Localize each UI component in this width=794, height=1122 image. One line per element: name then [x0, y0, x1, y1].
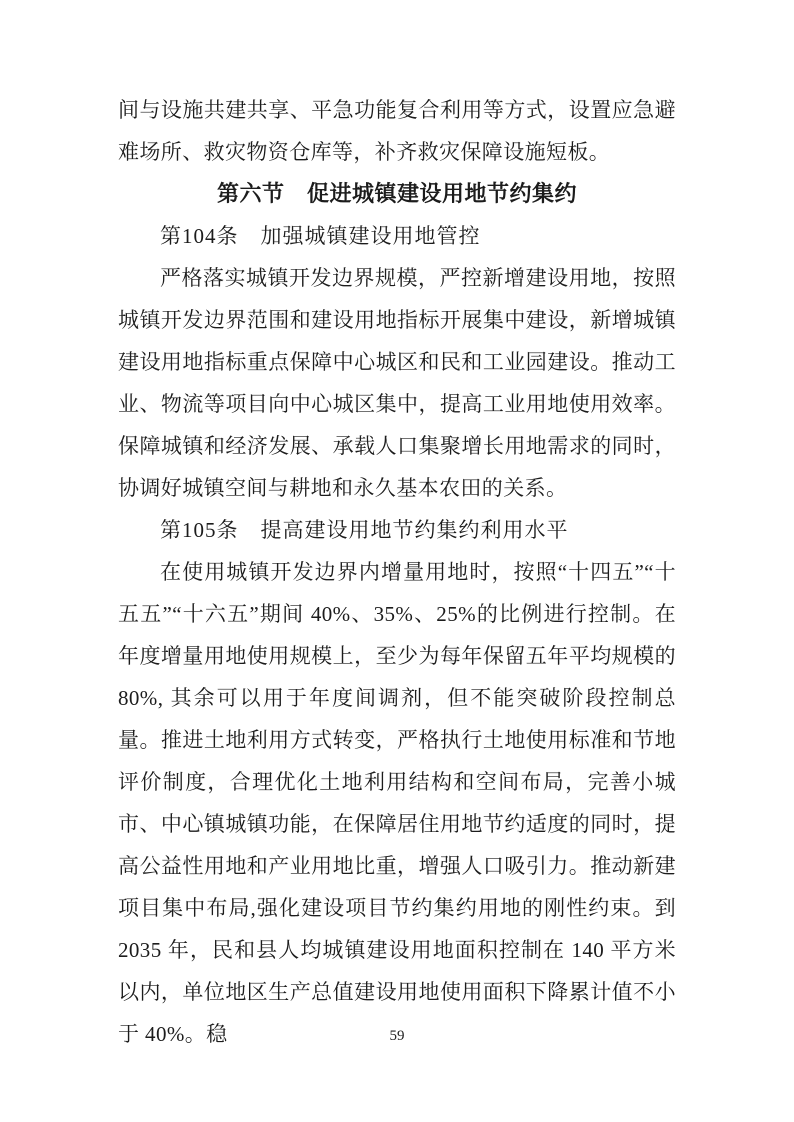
- continued-paragraph: 间与设施共建共享、平急功能复合利用等方式，设置应急避难场所、救灾物资仓库等，补齐救灾保障设施短板。: [118, 98, 676, 164]
- article-105-heading: 第105条 提高建设用地节约集约利用水平: [160, 518, 569, 542]
- section-heading: 第六节 促进城镇建设用地节约集约: [216, 181, 577, 206]
- article-104-heading: 第104条 加强城镇建设用地管控: [160, 224, 481, 248]
- article-105-body: 在使用城镇开发边界内增量用地时，按照“十四五”“十五五”“十六五”期间 40%、35%、25%的比例进行控制。在年度增量用地使用规模上，至少为每年保留五年平均规模的 80%, 其余可以用于年度间调剂，但不能突破阶段控制总量。推进土地利用方式转变，严格执行土地使用标准和节地评价制度，合理优化土地利用结构和空间布局，完善小城市、中心镇城镇功能，在保障居住用地节约适度的同时，提高公益性用地和产业用地比重，增强人口吸引力。推动新建项目集中布局,强化建设项目节约集约用地的刚性约束。到 2035 年，民和县人均城镇建设用地面积控制在 140 平方米以内，单位地区生产总值建设用地使用面积下降累计值不小于 40%。稳: [118, 560, 676, 1046]
- page-number: 59: [389, 1028, 405, 1044]
- content-area: [118, 89, 676, 1055]
- article-104-body: 严格落实城镇开发边界规模，严控新增建设用地，按照城镇开发边界范围和建设用地指标开展集中建设，新增城镇建设用地指标重点保障中心城区和民和工业园建设。推动工业、物流等项目向中心城区集中，提高工业用地使用效率。保障城镇和经济发展、承载人口集聚增长用地需求的同时，协调好城镇空间与耕地和永久基本农田的关系。: [118, 266, 676, 500]
